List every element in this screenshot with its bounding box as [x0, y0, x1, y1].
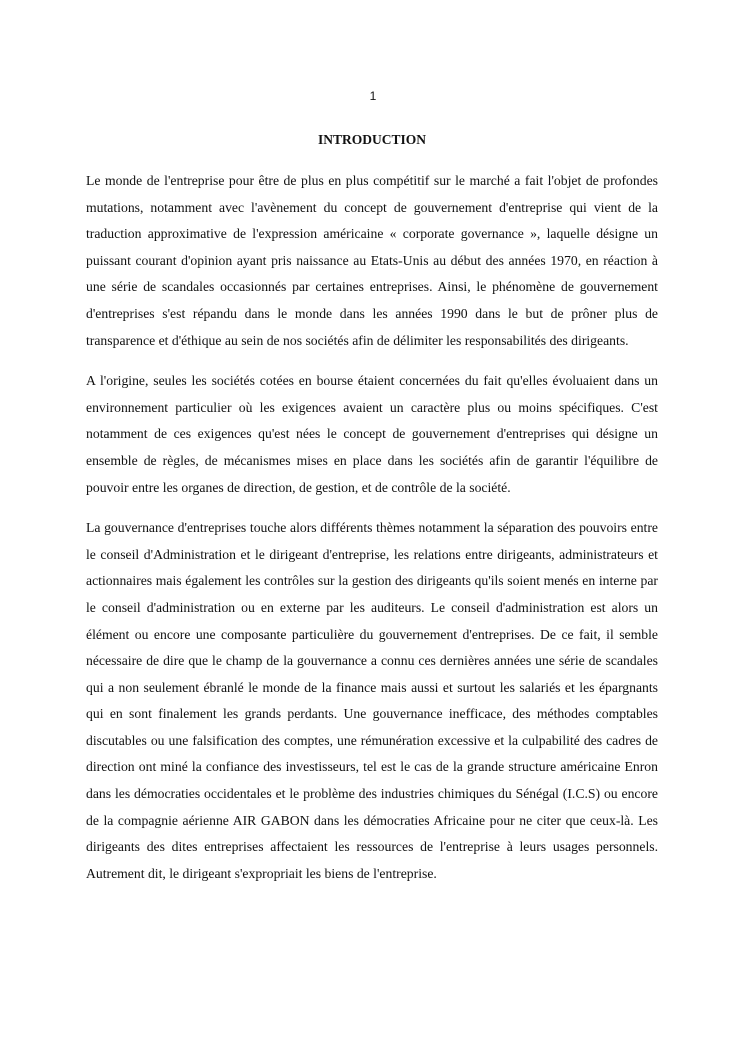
body-text: [86, 168, 658, 901]
page-title: INTRODUCTION: [317, 132, 426, 147]
paragraph: A l'origine, seules les sociétés cotées en bourse étaient concernées du fait qu'elles évoluaient dans un environnement particulier où les exigences avaient un caractère plus ou moins spécifiques. C'est notamment de ces exigences qu'est nées le concept de gouvernement d'entreprises qui désigne un ensemble de règles, de mécanismes mises en place dans les sociétés afin de garantir l'équilibre de pouvoir entre les organes de direction, de gestion, et de contrôle de la société.: [86, 373, 658, 495]
paragraph: Le monde de l'entreprise pour être de plus en plus compétitif sur le marché a fait l'objet de profondes mutations, notamment avec l'avènement du concept de gouvernement d'entreprise qui vient de la traduction approximative de l'expression américaine « corporate governance », laquelle désigne un puissant courant d'opinion ayant pris naissance au Etats-Unis au début des années 1970, en réaction à une série de scandales occasionnés par certaines entreprises. Ainsi, le phénomène de gouvernement d'entreprises s'est répandu dans le monde dans les années 1990 dans le but de prôner plus de transparence et d'éthique au sein de nos sociétés afin de délimiter les responsabilités des dirigeants.: [86, 173, 658, 348]
paragraph: La gouvernance d'entreprises touche alors différents thèmes notamment la séparation des pouvoirs entre le conseil d'Administration et le dirigeant d'entreprise, les relations entre dirigeants, administrateurs et actionnaires mais également les contrôles sur la gestion des dirigeants qu'ils soient menés en interne par le conseil d'administration ou en externe par les auditeurs. Le conseil d'administration est alors un élément ou encore une composante particulière du gouvernement d'entreprises. De ce fait, il semble nécessaire de dire que le champ de la gouvernance a connu ces dernières années une série de scandales qui a non seulement ébranlé le monde de la finance mais aussi et surtout les salariés et les épargnants qui en sont finalement les grands perdants. Une gouvernance inefficace, des méthodes comptables discutables ou une falsification des comptes, une rémunération excessive et la culpabilité des cadres de direction ont miné la confiance des investisseurs, tel est le cas de la grande structure américaine Enron dans les démocraties occidentales et le problème des industries chimiques du Sénégal (I.C.S) ou encore de la compagnie aérienne AIR GABON dans les démocraties Africaine pour ne citer que ceux-là. Les dirigeants des dites entreprises affectaient les ressources de l'entreprise à leurs usages personnels. Autrement dit, le dirigeant s'expropriait les biens de l'entreprise.: [86, 520, 658, 881]
page-number: 1: [369, 89, 377, 103]
